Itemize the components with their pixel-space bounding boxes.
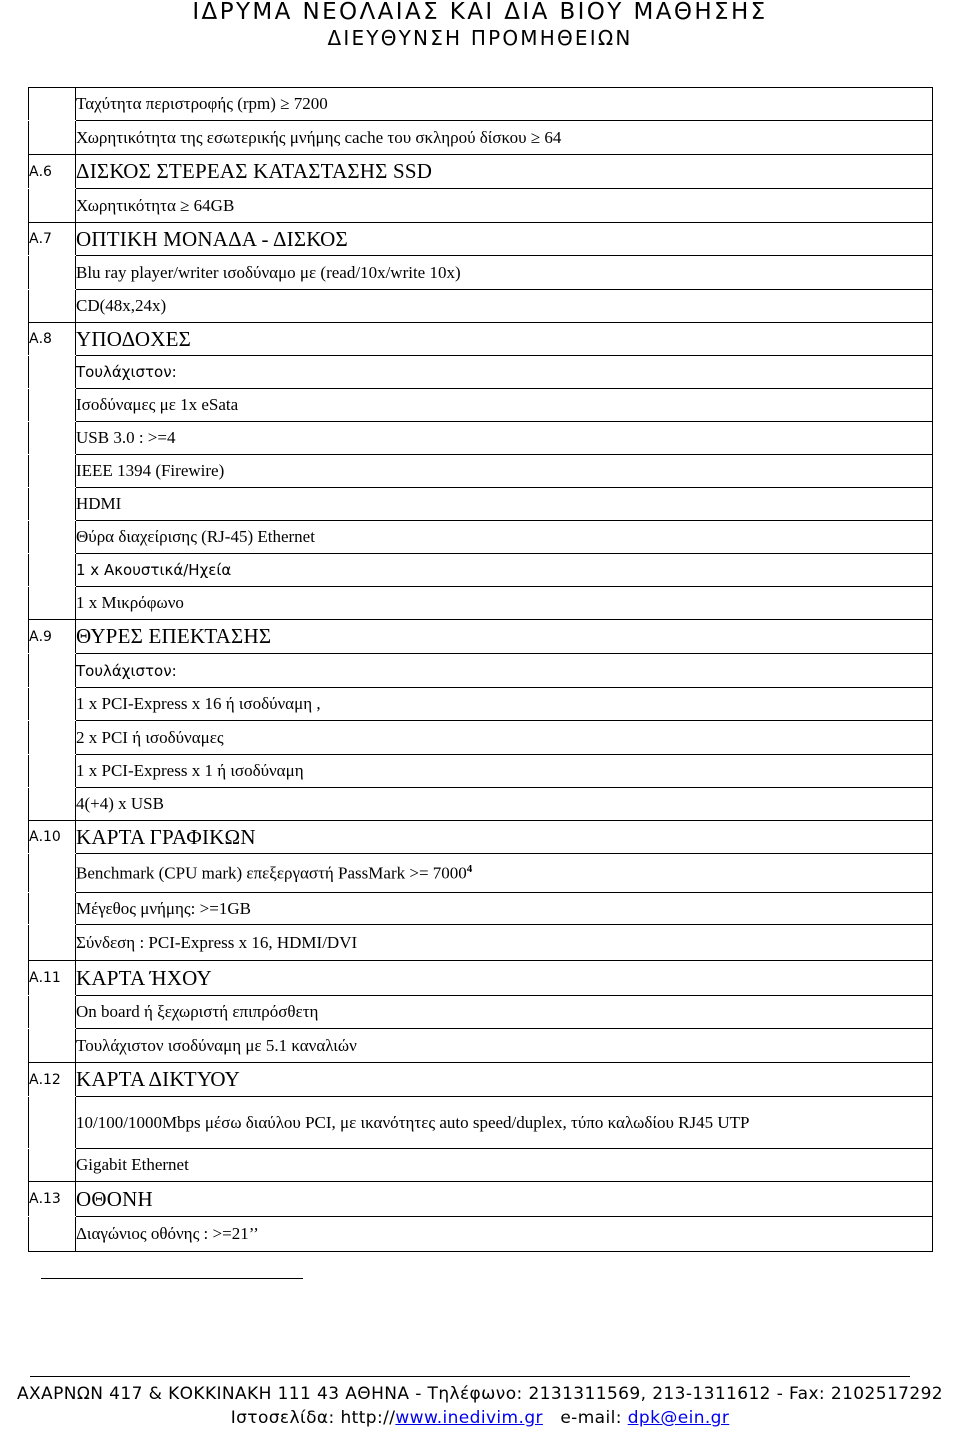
section-heading bbox=[76, 155, 933, 189]
section-code: Α.10 bbox=[29, 821, 76, 854]
page-title: ΙΔΡΥΜΑ ΝΕΟΛΑΙΑΣ ΚΑΙ ΔΙΑ ΒΙΟΥ ΜΑΘΗΣΗΣ bbox=[192, 0, 768, 25]
spec-row bbox=[29, 256, 933, 290]
spec-text bbox=[76, 121, 933, 155]
spec-row bbox=[29, 587, 933, 620]
spec-label: 1 x Μικρόφωνο bbox=[76, 593, 184, 612]
spec-row bbox=[29, 389, 933, 422]
section-code bbox=[29, 654, 76, 688]
spec-row bbox=[29, 893, 933, 925]
section-code bbox=[29, 1029, 76, 1063]
section-code bbox=[29, 422, 76, 455]
spec-text bbox=[76, 290, 933, 323]
spec-label: 10/100/1000Mbps μέσω διαύλου PCI, με ικανότητες auto speed/duplex, τύπο καλωδίου RJ45 UTP bbox=[76, 1112, 750, 1132]
spec-text bbox=[76, 1149, 933, 1182]
section-code bbox=[29, 290, 76, 323]
section-row bbox=[29, 620, 933, 654]
section-heading bbox=[76, 323, 933, 356]
spec-text bbox=[76, 587, 933, 620]
website-link[interactable]: www.inedivim.gr bbox=[395, 1408, 543, 1428]
section-code bbox=[29, 721, 76, 755]
section-row bbox=[29, 961, 933, 996]
spec-row bbox=[29, 688, 933, 721]
spec-text bbox=[76, 755, 933, 788]
section-code: Α.7 bbox=[29, 223, 76, 256]
spec-row bbox=[29, 1097, 933, 1149]
section-code bbox=[29, 189, 76, 223]
spec-text bbox=[76, 455, 933, 488]
spec-label: Ισοδύναμες με 1x eSata bbox=[76, 395, 239, 414]
spec-row bbox=[29, 1217, 933, 1252]
spec-label: Σύνδεση : PCI-Express x 16, HDMI/DVI bbox=[76, 932, 358, 952]
section-code bbox=[29, 925, 76, 961]
spec-label: 1 x Ακουστικά/Ηχεία bbox=[76, 561, 232, 579]
page-subtitle: ΔΙΕΥΘΥΝΣΗ ΠΡΟΜΗΘΕΙΩΝ bbox=[327, 26, 633, 50]
spec-text bbox=[76, 389, 933, 422]
spec-text bbox=[76, 788, 933, 821]
spec-text bbox=[76, 422, 933, 455]
section-heading bbox=[76, 1182, 933, 1217]
spec-row bbox=[29, 521, 933, 554]
spec-label: Gigabit Ethernet bbox=[76, 1155, 189, 1174]
spec-text bbox=[76, 554, 933, 587]
spec-label: 2 x PCI ή ισοδύναμες bbox=[76, 727, 224, 747]
spec-text bbox=[76, 88, 933, 121]
spec-text bbox=[76, 1097, 933, 1149]
spec-label: ΘΥΡΕΣ ΕΠΕΚΤΑΣΗΣ bbox=[76, 624, 272, 648]
spec-label: IEEE 1394 (Firewire) bbox=[76, 461, 225, 480]
spec-label: Διαγώνιος οθόνης : >=21’’ bbox=[76, 1224, 259, 1243]
spec-label: ΚΑΡΤΑ ΉΧΟΥ bbox=[76, 965, 212, 990]
spec-label: 4(+4) x USB bbox=[76, 794, 164, 813]
section-code bbox=[29, 554, 76, 587]
spec-text bbox=[76, 854, 933, 893]
spec-text bbox=[76, 893, 933, 925]
section-code bbox=[29, 1097, 76, 1149]
spec-row bbox=[29, 422, 933, 455]
section-code bbox=[29, 755, 76, 788]
email-label: e-mail: bbox=[560, 1408, 622, 1428]
spec-row bbox=[29, 996, 933, 1029]
section-code: Α.13 bbox=[29, 1182, 76, 1217]
spec-label: Blu ray player/writer ισοδύναμο με (read/10x/write 10x) bbox=[76, 262, 461, 282]
footer-address: ΑΧΑΡΝΩΝ 417 & ΚΟΚΚΙΝΑΚΗ 111 43 ΑΘΗΝΑ - Τηλέφωνο: 2131311569, 213-1311612 - Fax: 2102517292 bbox=[16, 1384, 944, 1404]
section-heading bbox=[76, 821, 933, 854]
section-row bbox=[29, 1063, 933, 1097]
section-code bbox=[29, 389, 76, 422]
spec-row bbox=[29, 1149, 933, 1182]
spec-row bbox=[29, 788, 933, 821]
section-code: Α.9 bbox=[29, 620, 76, 654]
section-heading bbox=[76, 961, 933, 996]
spec-label: ΚΑΡΤΑ ΔΙΚΤΥΟΥ bbox=[76, 1067, 241, 1091]
spec-label: Τουλάχιστον ισοδύναμη με 5.1 καναλιών bbox=[76, 1035, 357, 1055]
spec-text bbox=[76, 356, 933, 389]
section-code bbox=[29, 356, 76, 389]
spec-label: On board ή ξεχωριστή επιπρόσθετη bbox=[76, 1002, 319, 1021]
spec-label: ΟΠΤΙΚΗ ΜΟΝΑΔΑ - ΔΙΣΚΟΣ bbox=[76, 226, 348, 251]
section-code bbox=[29, 788, 76, 821]
spec-label: CD(48x,24x) bbox=[76, 296, 167, 315]
spec-label: Χωρητικότητα ≥ 64GB bbox=[76, 195, 235, 215]
section-code: Α.6 bbox=[29, 155, 76, 189]
section-code bbox=[29, 488, 76, 521]
spec-text bbox=[76, 654, 933, 688]
section-code bbox=[29, 121, 76, 155]
spec-label: 1 x PCI-Express x 16 ή ισοδύναμη , bbox=[76, 694, 321, 713]
spec-text bbox=[76, 996, 933, 1029]
spec-text bbox=[76, 189, 933, 223]
website-label: Ιστοσελίδα: http:// bbox=[230, 1408, 396, 1428]
spec-row bbox=[29, 455, 933, 488]
spec-label: Χωρητικότητα της εσωτερικής μνήμης cache του σκληρού δίσκου ≥ 64 bbox=[76, 127, 562, 147]
spec-table bbox=[28, 87, 933, 1252]
spec-row bbox=[29, 854, 933, 893]
spec-label: ΔΙΣΚΟΣ ΣΤΕΡΕΑΣ ΚΑΤΑΣΤΑΣΗΣ SSD bbox=[76, 159, 433, 183]
section-code: Α.12 bbox=[29, 1063, 76, 1097]
spec-label: 1 x PCI-Express x 1 ή ισοδύναμη bbox=[76, 761, 304, 780]
spec-row bbox=[29, 290, 933, 323]
section-heading bbox=[76, 620, 933, 654]
spec-row bbox=[29, 925, 933, 961]
section-heading bbox=[76, 1063, 933, 1097]
section-row bbox=[29, 1182, 933, 1217]
spec-text bbox=[76, 925, 933, 961]
footnote-marker: 4 bbox=[466, 862, 473, 875]
spec-row bbox=[29, 654, 933, 688]
section-code bbox=[29, 996, 76, 1029]
spec-text bbox=[76, 256, 933, 290]
section-code: Α.8 bbox=[29, 323, 76, 356]
spec-label: HDMI bbox=[76, 494, 122, 513]
section-code: Α.11 bbox=[29, 961, 76, 996]
spec-label: ΟΘΟΝΗ bbox=[76, 1186, 153, 1211]
footer-separator bbox=[30, 1376, 910, 1377]
spec-row bbox=[29, 755, 933, 788]
spec-label: Benchmark (CPU mark) επεξεργαστή PassMark >= 7000 bbox=[76, 863, 467, 883]
footnote-separator bbox=[41, 1278, 303, 1279]
section-code bbox=[29, 893, 76, 925]
email-link[interactable]: dpk@ein.gr bbox=[627, 1408, 730, 1428]
spec-row bbox=[29, 488, 933, 521]
section-row bbox=[29, 323, 933, 356]
spec-label: Μέγεθος μνήμης: >=1GB bbox=[76, 898, 251, 918]
spec-row bbox=[29, 121, 933, 155]
spec-label: ΥΠΟΔΟΧΕΣ bbox=[76, 326, 192, 351]
spec-row bbox=[29, 721, 933, 755]
spec-text bbox=[76, 721, 933, 755]
spec-row bbox=[29, 1029, 933, 1063]
spec-label: ΚΑΡΤΑ ΓΡΑΦΙΚΩΝ bbox=[76, 824, 256, 849]
section-code bbox=[29, 854, 76, 893]
section-code bbox=[29, 1217, 76, 1252]
section-heading bbox=[76, 223, 933, 256]
spec-text bbox=[76, 1217, 933, 1252]
spec-text bbox=[76, 488, 933, 521]
spec-row bbox=[29, 554, 933, 587]
spec-row bbox=[29, 356, 933, 389]
spec-label: Θύρα διαχείρισης (RJ-45) Ethernet bbox=[76, 527, 315, 546]
section-code bbox=[29, 587, 76, 620]
spec-row bbox=[29, 189, 933, 223]
section-row bbox=[29, 821, 933, 854]
spec-text bbox=[76, 1029, 933, 1063]
spec-label: USB 3.0 : >=4 bbox=[76, 428, 176, 447]
footer-contacts bbox=[0, 1408, 960, 1428]
section-code bbox=[29, 521, 76, 554]
section-code bbox=[29, 1149, 76, 1182]
section-code bbox=[29, 688, 76, 721]
section-row bbox=[29, 223, 933, 256]
spec-label: Ταχύτητα περιστροφής (rpm) ≥ 7200 bbox=[76, 94, 328, 113]
spec-label: Τουλάχιστον: bbox=[76, 661, 177, 680]
section-row bbox=[29, 155, 933, 189]
spec-label: Τουλάχιστον: bbox=[76, 363, 177, 381]
spec-text bbox=[76, 688, 933, 721]
section-code bbox=[29, 455, 76, 488]
spec-text bbox=[76, 521, 933, 554]
section-code bbox=[29, 256, 76, 290]
spec-row bbox=[29, 88, 933, 121]
section-code bbox=[29, 88, 76, 121]
